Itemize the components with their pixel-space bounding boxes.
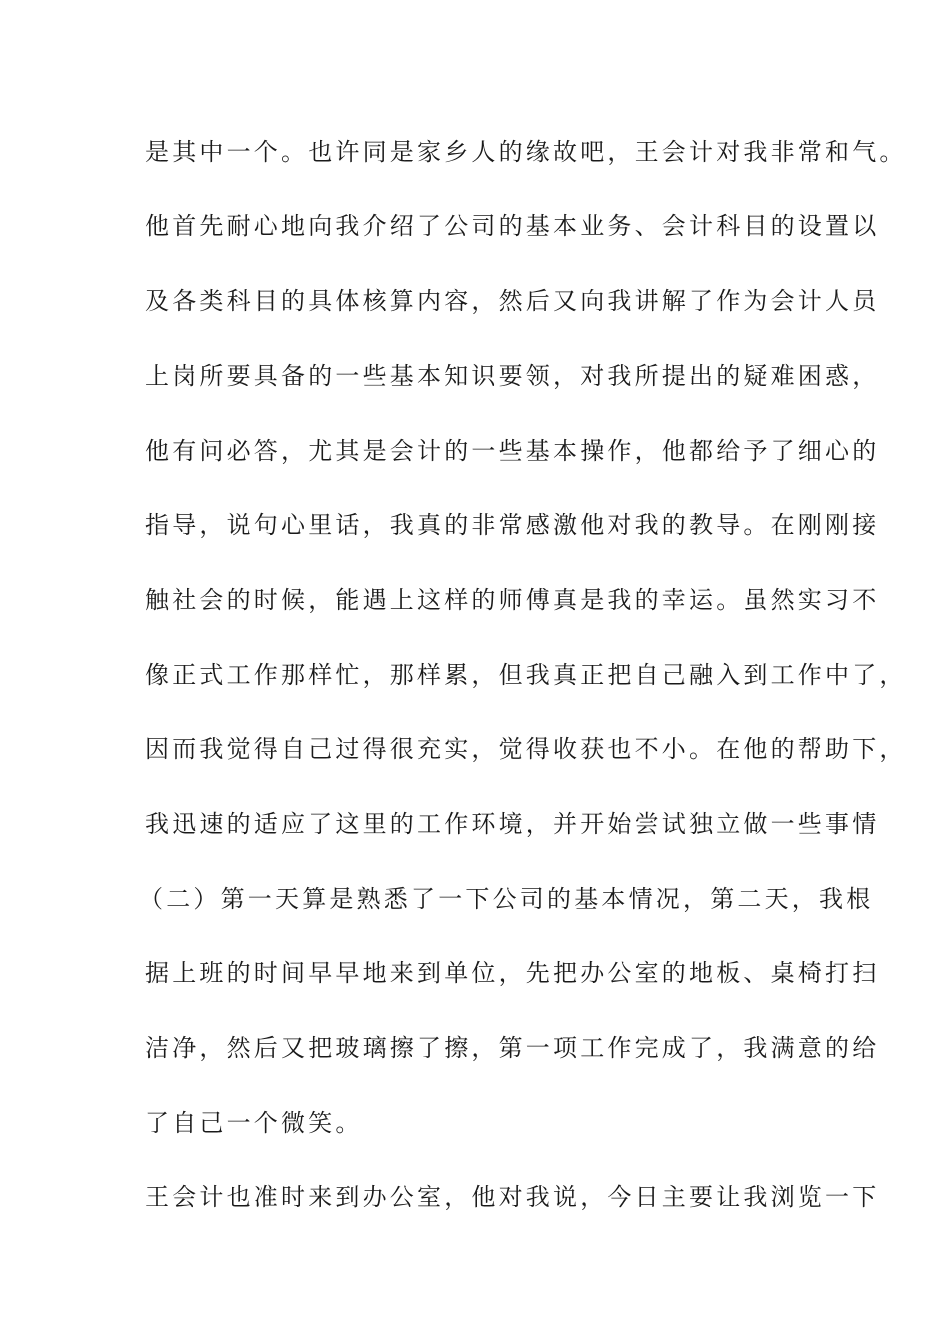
text-line-13: 洁净，然后又把玻璃擦了擦，第一项工作完成了，我满意的给 <box>145 1034 880 1062</box>
text-line-9: 因而我觉得自己过得很充实，觉得收获也不小。在他的帮助下， <box>145 735 907 763</box>
text-line-2: 他首先耐心地向我介绍了公司的基本业务、会计科目的设置以 <box>145 212 880 240</box>
text-line-4: 上岗所要具备的一些基本知识要领，对我所提出的疑难困惑， <box>145 362 880 390</box>
text-line-15: 王会计也准时来到办公室，他对我说，今日主要让我浏览一下 <box>145 1183 880 1211</box>
text-line-6: 指导，说句心里话，我真的非常感激他对我的教导。在刚刚接 <box>145 511 880 539</box>
text-line-8: 像正式工作那样忙，那样累，但我真正把自己融入到工作中了， <box>145 661 907 689</box>
text-line-5: 他有问必答，尤其是会计的一些基本操作，他都给予了细心的 <box>145 437 880 465</box>
text-line-12: 据上班的时间早早地来到单位，先把办公室的地板、桌椅打扫 <box>145 959 880 987</box>
text-line-10: 我迅速的适应了这里的工作环境，并开始尝试独立做一些事情 <box>145 810 880 838</box>
text-line-7: 触社会的时候，能遇上这样的师傅真是我的幸运。虽然实习不 <box>145 586 880 614</box>
text-line-14: 了自己一个微笑。 <box>145 1109 363 1137</box>
text-line-3: 及各类科目的具体核算内容，然后又向我讲解了作为会计人员 <box>145 287 880 315</box>
text-line-11: （二）第一天算是熟悉了一下公司的基本情况，第二天，我根 <box>139 885 874 913</box>
text-line-1: 是其中一个。也许同是家乡人的缘故吧，王会计对我非常和气。 <box>145 138 907 166</box>
